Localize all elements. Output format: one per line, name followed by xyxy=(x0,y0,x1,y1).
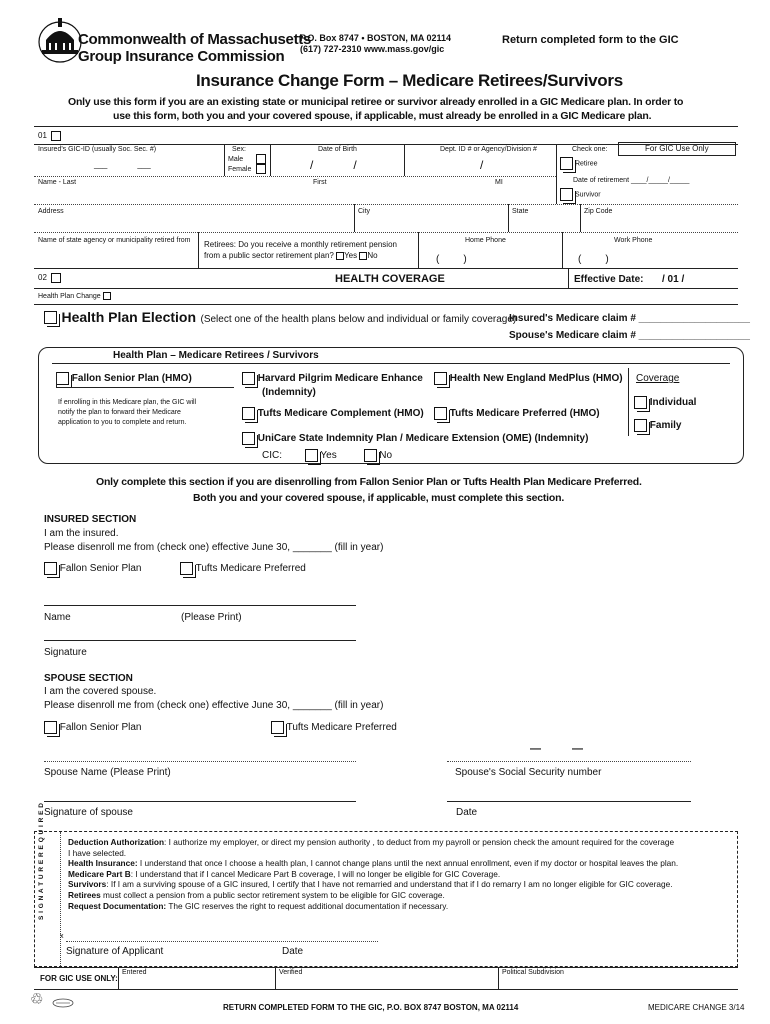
home-phone-label: Home Phone xyxy=(465,237,506,244)
insured-fallon-checkbox[interactable] xyxy=(44,562,57,575)
cic-no-checkbox[interactable] xyxy=(364,449,377,462)
applicant-signature-label: Signature of Applicant xyxy=(66,946,164,957)
return-address-footer: RETURN COMPLETED FORM TO THE GIC, P.O. BOX 8747 BOSTON, MA 02114 xyxy=(223,1003,519,1012)
family-checkbox[interactable] xyxy=(634,419,647,432)
first-name-label: First xyxy=(313,179,327,186)
state-label: State xyxy=(512,208,529,215)
sex-male: Male xyxy=(228,154,266,164)
agency-label: Name of state agency or municipality retired from xyxy=(38,237,191,244)
tufts-complement-checkbox[interactable] xyxy=(242,407,255,420)
harvard-option: Harvard Pilgrim Medicare Enhance xyxy=(242,372,423,385)
fallon-checkbox[interactable] xyxy=(56,372,69,385)
gic-use-only-label: For GIC Use Only xyxy=(645,144,709,153)
harvard-indemnity: (Indemnity) xyxy=(262,387,316,398)
plan-election-checkbox[interactable] xyxy=(44,311,57,324)
spouse-signature-label: Signature of spouse xyxy=(44,807,133,818)
insured-line-1: I am the insured. xyxy=(44,528,119,539)
mi-label: MI xyxy=(495,179,503,186)
cic-yes-checkbox[interactable] xyxy=(305,449,318,462)
spouse-tufts-checkbox[interactable] xyxy=(271,721,284,734)
header-phone-web: (617) 727-2310 www.mass.gov/gic xyxy=(300,44,445,54)
org-name-line2: Group Insurance Commission xyxy=(78,48,285,65)
effective-date-value[interactable]: / 01 / xyxy=(662,274,685,285)
survivor-option: Survivor xyxy=(560,188,601,201)
insured-signature-label: Signature xyxy=(44,647,87,658)
individual-checkbox[interactable] xyxy=(634,396,647,409)
fallon-option: Fallon Senior Plan (HMO) xyxy=(56,372,192,385)
individual-option: Individual xyxy=(634,396,696,409)
intro-line2: use this form, both you and your covered spouse, if applicable, must already be enrolled in a GIC Medicare plan. xyxy=(113,110,652,122)
female-checkbox[interactable] xyxy=(256,164,266,174)
section-01-checkbox[interactable] xyxy=(51,131,61,141)
insured-name-label: Name xyxy=(44,612,71,623)
pension-question-1: Retirees: Do you receive a monthly retirement pension xyxy=(204,240,397,249)
harvard-checkbox[interactable] xyxy=(242,372,255,385)
sex-female: Female xyxy=(228,164,266,174)
health-plan-change: Health Plan Change xyxy=(38,292,111,300)
zip-label: Zip Code xyxy=(584,208,613,215)
coverage-label: Coverage xyxy=(636,373,680,384)
please-print-label: (Please Print) xyxy=(181,612,242,623)
retiree-option: Retiree xyxy=(560,157,598,170)
name-last-label: Name - Last xyxy=(38,179,77,186)
unicare-option: UniCare State Indemnity Plan / Medicare Extension (OME) (Indemnity) xyxy=(242,432,588,445)
union-bug-icon xyxy=(52,995,74,1013)
city-label: City xyxy=(358,208,371,215)
spouse-name-label: Spouse Name (Please Print) xyxy=(44,767,171,778)
plan-change-checkbox[interactable] xyxy=(103,292,111,300)
header-address: P.O. Box 8747 • BOSTON, MA 02114 xyxy=(300,33,452,43)
survivor-checkbox[interactable] xyxy=(560,188,573,201)
political-subdivision-label: Political Subdivision xyxy=(502,969,564,976)
fallon-note-3: application to you to complete and return. xyxy=(58,419,187,426)
plans-header: Health Plan – Medicare Retirees / Survivors xyxy=(113,350,319,361)
insured-section-title: INSURED SECTION xyxy=(44,514,137,525)
work-phone-field[interactable]: ( ) xyxy=(578,254,609,265)
signature-required-label: S I G N A T U R E R E Q U I R E D xyxy=(38,802,45,920)
effective-date-label: Effective Date: xyxy=(574,274,644,285)
insured-tufts-checkbox[interactable] xyxy=(180,562,193,575)
retirement-date: Date of retirement ____/_____/_____ xyxy=(573,177,690,184)
spouse-tufts-option: Tufts Medicare Preferred xyxy=(271,721,397,734)
gic-logo xyxy=(36,14,84,64)
disenroll-heading-1: Only complete this section if you are disenrolling from Fallon Senior Plan or Tufts Health Plan Medicare Preferred. xyxy=(96,476,642,488)
dept-id-label: Dept. ID # or Agency/Division # xyxy=(440,146,537,153)
spouse-line-2: Please disenroll me from (check one) effective June 30, _______ (fill in year) xyxy=(44,700,384,711)
gic-use-only-footer: FOR GIC USE ONLY: xyxy=(40,974,118,983)
ssn-dash-2: — xyxy=(572,743,583,755)
section-02-code: 02 xyxy=(38,273,61,283)
check-one-label: Check one: xyxy=(572,146,608,153)
home-phone-field[interactable]: ( ) xyxy=(436,254,467,265)
gic-id-field[interactable]: ___ ___ xyxy=(94,160,151,169)
intro-line1: Only use this form if you are an existing state or municipal retiree or survivor already enrolled in a GIC Medicare plan. In order to xyxy=(68,96,684,108)
signature-x: x xyxy=(60,933,64,940)
fallon-note-1: If enrolling in this Medicare plan, the GIC will xyxy=(58,399,197,406)
hne-option: Health New England MedPlus (HMO) xyxy=(434,372,623,385)
insured-medicare-claim[interactable]: Insured's Medicare claim # ____________________ xyxy=(509,313,750,324)
health-coverage-title: HEALTH COVERAGE xyxy=(335,273,445,285)
section-01-code: 01 xyxy=(38,131,61,141)
fallon-note-2: notify the plan to forward their Medicare xyxy=(58,409,181,416)
org-name-line1: Commonwealth of Massachusetts xyxy=(78,31,312,48)
applicant-date-label: Date xyxy=(282,946,304,957)
tufts-preferred-checkbox[interactable] xyxy=(434,407,447,420)
male-checkbox[interactable] xyxy=(256,154,266,164)
section-02-checkbox[interactable] xyxy=(51,273,61,283)
spouse-fallon-checkbox[interactable] xyxy=(44,721,57,734)
work-phone-label: Work Phone xyxy=(614,237,653,244)
plan-election-heading: Health Plan Election (Select one of the health plans below and individual or family coverage) xyxy=(44,309,516,327)
entered-label: Entered xyxy=(122,969,147,976)
disenroll-heading-2: Both you and your covered spouse, if applicable, must complete this section. xyxy=(193,492,565,504)
spouse-medicare-claim[interactable]: Spouse's Medicare claim # ____________________ xyxy=(509,330,750,341)
pension-question-2: from a public sector retirement plan? Yes No xyxy=(204,251,378,260)
spouse-line-1: I am the covered spouse. xyxy=(44,686,157,697)
dob-field[interactable]: / / xyxy=(310,158,357,172)
signature-terms: Deduction Authorization: I authorize my employer, or direct my pension authority , to deduct from my payroll or pension check the amount required for the coverage I have selected. Health Insurance: I understand that once I choose a health plan, I cannot change plans until the next annual enrollment, even if my doctor or hospital leaves the plan. Medicare Part B: I understand that if I cancel Medicare Part B coverage, I will no longer be eligible for GIC Coverage. Survivors: If I am a surviving spouse of a GIC insured, I certify that I have not remarried and understand that if I do remarry I am no longer eligible for GIC coverage. Retirees must collect a pension from a public sector retirement system to be eligible for GIC coverage. Request Documentation: The GIC reserves the right to request additional documentation if necessary. xyxy=(68,837,679,911)
unicare-checkbox[interactable] xyxy=(242,432,255,445)
family-option: Family xyxy=(634,419,681,432)
insured-fallon-option: Fallon Senior Plan xyxy=(44,562,142,575)
tufts-preferred-option: Tufts Medicare Preferred (HMO) xyxy=(434,407,600,420)
form-id: MEDICARE CHANGE 3/14 xyxy=(648,1003,745,1012)
return-note: Return completed form to the GIC xyxy=(502,34,679,46)
form-title: Insurance Change Form – Medicare Retirees/Survivors xyxy=(196,71,623,90)
address-label: Address xyxy=(38,208,64,215)
gic-id-label: Insured's GIC-ID (usually Soc. Sec. #) xyxy=(38,146,157,153)
pension-yes-checkbox[interactable] xyxy=(336,252,344,260)
spouse-date-label: Date xyxy=(456,807,478,818)
dob-label: Date of Birth xyxy=(318,146,357,153)
spouse-section-title: SPOUSE SECTION xyxy=(44,673,133,684)
insured-tufts-option: Tufts Medicare Preferred xyxy=(180,562,306,575)
retiree-checkbox[interactable] xyxy=(560,157,573,170)
tufts-complement-option: Tufts Medicare Complement (HMO) xyxy=(242,407,424,420)
cic-row: CIC: Yes No xyxy=(262,450,393,462)
dept-id-field[interactable]: / xyxy=(480,158,484,172)
ssn-dash-1: — xyxy=(530,743,541,755)
spouse-ssn-label: Spouse's Social Security number xyxy=(455,767,602,778)
verified-label: Verified xyxy=(279,969,303,976)
pension-no-checkbox[interactable] xyxy=(359,252,367,260)
spouse-fallon-option: Fallon Senior Plan xyxy=(44,721,142,734)
hne-checkbox[interactable] xyxy=(434,372,447,385)
insured-line-2: Please disenroll me from (check one) effective June 30, _______ (fill in year) xyxy=(44,542,384,553)
recycle-icon: ♲ xyxy=(30,991,44,1008)
sex-label: Sex: xyxy=(232,146,247,153)
